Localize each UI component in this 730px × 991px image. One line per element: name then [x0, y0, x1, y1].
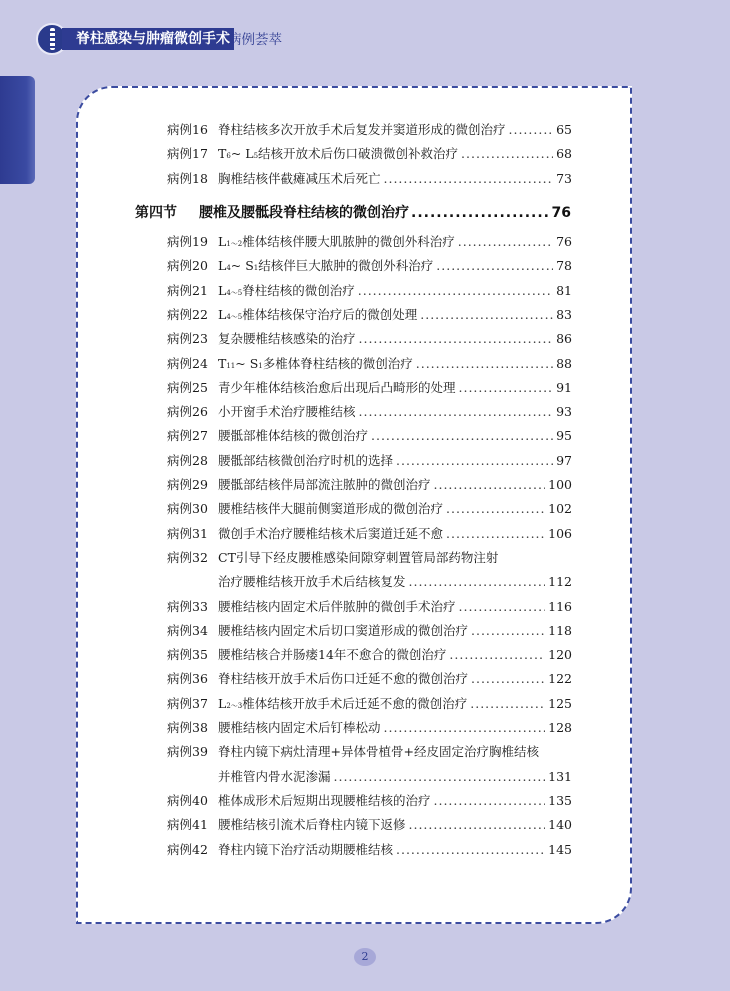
entry-title-text: 椎体结核开放手术后迁延不愈的微创治疗: [242, 695, 468, 711]
entry-title-text: 脊柱内镜下治疗活动期腰椎结核: [218, 841, 394, 857]
entry-title-text: 腰骶部椎体结核的微创治疗: [218, 428, 369, 444]
case-number: 病例19: [167, 234, 208, 249]
entry-title-text: 脊柱结核的微创治疗: [242, 282, 355, 298]
section-label: 第四节: [135, 205, 177, 221]
entry-page: 73: [556, 170, 572, 186]
entry-page: 86: [556, 331, 572, 347]
case-number: 病例33: [167, 598, 208, 614]
entry-page: 93: [556, 404, 572, 420]
case-number: 病例27: [167, 428, 208, 444]
case-number: 病例39: [167, 744, 208, 760]
case-number: 病例40: [167, 792, 208, 808]
entry-page: 128: [548, 720, 572, 735]
vertebra-subscript: 4～5: [226, 312, 243, 321]
entry-title-text: 腰椎结核内固定术后切口窦道形成的微创治疗: [218, 622, 469, 638]
entry-page: 102: [548, 501, 572, 517]
entry-page: 120: [548, 647, 572, 663]
entry-page: 95: [556, 428, 572, 444]
entry-title: [218, 169, 572, 187]
section-heading[interactable]: [135, 202, 571, 222]
entry-title-text: 椎体结核伴腰大肌脓肿的微创外科治疗: [242, 234, 455, 249]
entry-page: 65: [556, 122, 572, 137]
entry-title-text: 腰椎结核引流术后脊柱内镜下返修: [218, 817, 406, 833]
entry-title-text: 多椎体脊柱结核的微创治疗: [262, 355, 413, 371]
leader-dots: [384, 720, 546, 735]
leader-dots: [434, 793, 546, 808]
case-number: 病例31: [167, 525, 208, 541]
vertebra-label: ~ S: [235, 355, 259, 371]
entry-title: [218, 451, 572, 469]
entry-page: 131: [548, 768, 572, 784]
vertebra-label: L: [218, 282, 227, 298]
entry-title: [218, 524, 572, 542]
entry-page: 68: [556, 146, 572, 162]
entry-title-text: 腰椎结核伴大腿前侧窦道形成的微创治疗: [218, 501, 444, 517]
leader-dots: [384, 171, 554, 186]
vertebra-label: T: [218, 355, 227, 371]
leader-dots: [411, 205, 550, 221]
leader-dots: [459, 599, 546, 614]
leader-dots: [409, 817, 546, 832]
entry-title: [218, 281, 572, 299]
entry-title: [218, 144, 572, 162]
entry-title-text: 胸椎结核伴截瘫减压术后死亡: [218, 170, 381, 186]
leader-dots: [446, 501, 545, 516]
leader-dots: [459, 380, 554, 395]
leader-dots: [461, 146, 553, 161]
entry-title: [218, 232, 572, 250]
case-number: 病例25: [167, 379, 208, 395]
case-number: 病例18: [167, 170, 208, 186]
entry-title: [218, 597, 572, 615]
entry-page: 125: [548, 695, 572, 711]
case-number: 病例16: [167, 122, 208, 137]
case-number: 病例26: [167, 404, 208, 420]
leader-dots: [359, 331, 554, 346]
entry-title-text: 微创手术治疗腰椎结核术后窦道迁延不愈: [218, 525, 444, 541]
entry-title-text: 并椎管内骨水泥渗漏: [218, 768, 331, 784]
entry-title: [218, 548, 572, 566]
leader-dots: [434, 477, 546, 492]
vertebra-label: L: [218, 695, 227, 711]
leader-dots: [409, 574, 546, 589]
case-number: 病例20: [167, 258, 208, 274]
book-title: 脊柱感染与肿瘤微创手术: [62, 28, 234, 50]
entry-title-text: 脊柱结核多次开放手术后复发并窦道形成的微创治疗: [218, 122, 506, 137]
entry-title: [218, 572, 572, 590]
leader-dots: [458, 234, 553, 249]
entry-page: 135: [548, 792, 572, 808]
entry-title: [218, 499, 572, 517]
case-number: 病例29: [167, 477, 208, 492]
leader-dots: [359, 404, 554, 419]
leader-dots: [420, 307, 553, 322]
entry-title-text: 腰骶部结核伴局部流注脓肿的微创治疗: [218, 477, 431, 492]
vertebra-subscript: 11: [226, 361, 236, 370]
entry-title: [218, 718, 572, 736]
vertebra-subscript: 4～5: [226, 288, 243, 297]
vertebra-subscript: 5: [253, 152, 259, 161]
vertebra-label: ~ L: [230, 146, 254, 162]
entry-page: 140: [548, 817, 572, 833]
entry-title: [218, 256, 572, 274]
vertebra-subscript: 2～3: [226, 701, 243, 710]
vertebra-subscript: 6: [226, 152, 231, 161]
entry-title-text: 复杂腰椎结核感染的治疗: [218, 331, 356, 347]
entry-title: [218, 767, 572, 785]
vertebra-subscript: 1: [253, 264, 259, 273]
vertebra-label: L: [218, 234, 227, 249]
entry-title-text: 脊柱内镜下病灶清理+异体骨植骨+经皮固定治疗胸椎结核: [218, 744, 539, 760]
entry-title-text: 腰椎结核内固定术后钉棒松动: [218, 720, 381, 735]
vertebra-subscript: 4: [226, 264, 231, 273]
side-tab: [0, 76, 35, 184]
entry-title: [218, 815, 572, 833]
book-subtitle: 病例荟萃: [228, 32, 282, 48]
vertebra-subscript: 1～2: [226, 240, 243, 248]
case-number: 病例35: [167, 647, 208, 663]
entry-title: [218, 120, 572, 138]
leader-dots: [509, 122, 554, 137]
entry-title: [218, 621, 572, 639]
leader-dots: [471, 671, 545, 686]
entry-page: 100: [548, 477, 572, 492]
case-number: 病例21: [167, 282, 208, 298]
case-number: 病例37: [167, 695, 208, 711]
entry-page: 81: [556, 282, 572, 298]
section-title: 腰椎及腰骶段脊柱结核的微创治疗: [199, 205, 409, 221]
entry-page: 76: [556, 234, 572, 249]
entry-title: [218, 694, 572, 712]
vertebra-label: L: [218, 306, 227, 322]
entry-page: 78: [556, 258, 572, 274]
leader-dots: [358, 283, 553, 298]
entry-title-text: 青少年椎体结核治愈后出现后凸畸形的处理: [218, 379, 456, 395]
entry-title-text: 结核开放术后伤口破溃微创补救治疗: [258, 146, 459, 162]
leader-dots: [449, 647, 545, 662]
entry-title: [218, 402, 572, 420]
entry-title: [218, 742, 572, 760]
case-number: 病例36: [167, 671, 208, 687]
entry-title-text: 小开窗手术治疗腰椎结核: [218, 404, 356, 420]
entry-title: [218, 475, 572, 493]
entry-page: 91: [556, 379, 572, 395]
entry-title: [218, 426, 572, 444]
entry-title: [218, 669, 572, 687]
entry-page: 112: [548, 574, 572, 590]
entry-title-text: 脊柱结核开放手术后伤口迁延不愈的微创治疗: [218, 671, 469, 687]
entry-page: 122: [548, 671, 572, 687]
vertebra-label: ~ S: [230, 258, 254, 274]
entry-page: 97: [556, 452, 572, 468]
entry-title-text: 治疗腰椎结核开放手术后结核复发: [218, 574, 406, 590]
entry-title: [218, 791, 572, 809]
entry-title: [218, 305, 572, 323]
leader-dots: [396, 842, 545, 857]
case-number: 病例42: [167, 841, 208, 857]
case-number: 病例28: [167, 452, 208, 468]
entry-title-text: 结核伴巨大脓肿的微创外科治疗: [258, 258, 434, 274]
case-number: 病例23: [167, 331, 208, 347]
entry-title-text: 椎体结核保守治疗后的微创处理: [242, 306, 418, 322]
case-number: 病例30: [167, 501, 208, 517]
leader-dots: [334, 769, 546, 784]
entry-title-text: 腰椎结核合并肠瘘14年不愈合的微创治疗: [218, 647, 447, 663]
vertebra-subscript: 1: [258, 361, 263, 370]
entry-title: [218, 354, 572, 372]
entry-page: 83: [556, 306, 572, 322]
entry-title: [218, 645, 572, 663]
leader-dots: [396, 453, 553, 468]
leader-dots: [471, 623, 545, 638]
entry-title: [218, 329, 572, 347]
entry-page: 88: [556, 355, 572, 371]
entry-title-text: CT引导下经皮腰椎感染间隙穿刺置管局部药物注射: [218, 549, 499, 565]
leader-dots: [470, 696, 545, 711]
entry-title-text: 腰椎结核内固定术后伴脓肿的微创手术治疗: [218, 598, 456, 614]
case-number: 病例38: [167, 720, 208, 735]
entry-title: [218, 378, 572, 396]
case-number: 病例17: [167, 146, 208, 162]
case-number: 病例22: [167, 306, 208, 322]
entry-title-text: 椎体成形术后短期出现腰椎结核的治疗: [218, 792, 431, 808]
case-number: 病例32: [167, 549, 208, 565]
vertebra-label: T: [218, 146, 227, 162]
case-number: 病例24: [167, 355, 208, 371]
leader-dots: [446, 526, 545, 541]
entry-title: [218, 840, 572, 858]
entry-page: 118: [548, 622, 572, 638]
vertebra-label: L: [218, 258, 227, 274]
leader-dots: [436, 258, 553, 273]
entry-page: 106: [548, 525, 572, 541]
leader-dots: [416, 356, 553, 371]
entry-page: 116: [548, 598, 572, 614]
case-number: 病例34: [167, 622, 208, 638]
section-page: 76: [551, 205, 571, 221]
case-number: 病例41: [167, 817, 208, 833]
entry-title-text: 腰骶部结核微创治疗时机的选择: [218, 452, 394, 468]
leader-dots: [371, 428, 553, 443]
entry-page: 145: [548, 841, 572, 857]
page-number: 2: [354, 948, 376, 966]
